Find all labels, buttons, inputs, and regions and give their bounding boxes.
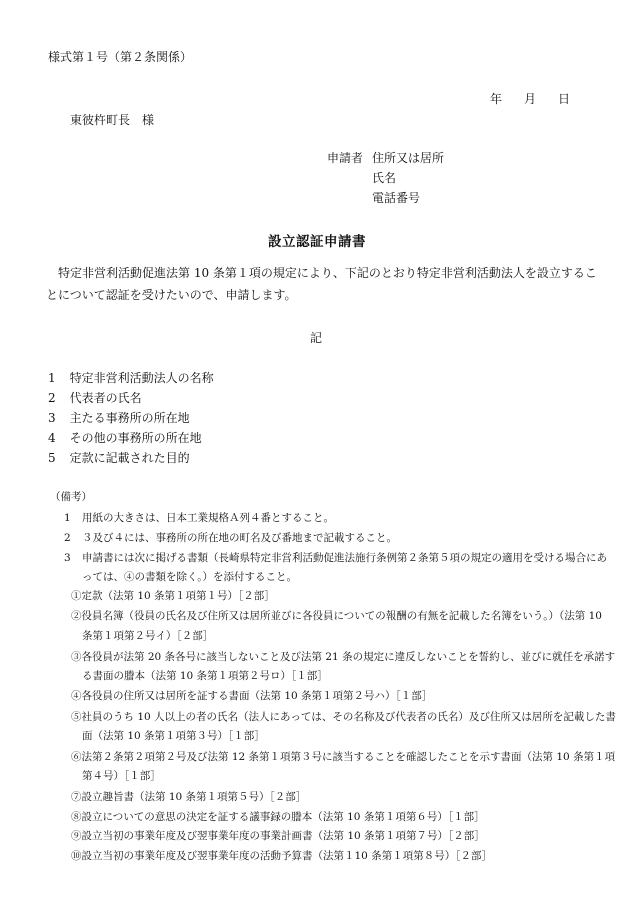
form-number: 様式第１号（第２条関係） xyxy=(48,50,193,64)
item-text: その他の事務所の所在地 xyxy=(69,431,202,445)
date-day: 日 xyxy=(558,92,571,106)
doc-item-3-line-1: ③各役員が法第 20 条各号に該当しないこと及び法第 21 条の規定に違反しないことを誓約し、並びに就任を承諾す xyxy=(71,651,616,663)
note-number: 3 xyxy=(64,552,71,564)
doc-item-6-line-2: 第４号）［１部］ xyxy=(82,770,161,782)
doc-item-7: ⑦設立趣旨書（法第 10 条第１項第５号）［２部］ xyxy=(71,791,307,803)
date-month: 月 xyxy=(524,92,537,106)
document-title: 設立認証申請書 xyxy=(268,234,366,250)
applicant-phone: 電話番号 xyxy=(372,191,421,205)
doc-item-10: ⑩設立当初の事業年度及び翌事業年度の活動予算書（法第１10 条第１項第８号）［２部］ xyxy=(71,850,492,862)
item-text: 特定非営利活動法人の名称 xyxy=(69,371,214,385)
note-3-line-1: 申請書には次に掲げる書類（長崎県特定非営利活動促進法施行条例第２条第５項の規定の適用を受ける場合にあ xyxy=(82,552,607,564)
item-number: 4 xyxy=(48,431,56,445)
item-number: 2 xyxy=(48,391,56,405)
notes-header: （備考） xyxy=(50,491,92,503)
addressee: 東彼杵町長 様 xyxy=(70,113,155,127)
date-year: 年 xyxy=(490,92,503,106)
note-2: ３及び４には、事務所の所在地の町名及び番地まで記載すること。 xyxy=(82,532,397,544)
list-item xyxy=(48,391,142,406)
list-item xyxy=(48,451,190,466)
doc-item-9: ⑨設立当初の事業年度及び翌事業年度の事業計画書（法第 10 条第１項第７号）［２部］ xyxy=(71,830,485,842)
body-line-2: とについて認証を受けたいので、申請します。 xyxy=(46,288,297,302)
item-number: 5 xyxy=(48,451,56,465)
item-number: 3 xyxy=(48,411,56,425)
ki-heading: 記 xyxy=(310,331,323,345)
list-item xyxy=(48,411,190,426)
item-text: 代表者の氏名 xyxy=(69,391,142,405)
applicant-label: 申請者 xyxy=(327,151,364,165)
doc-item-5-line-2: 面（法第 10 条第１項第３号）［１部］ xyxy=(82,730,265,742)
note-3-line-2: っては、④の書類を除く。）を添付すること。 xyxy=(82,571,298,583)
list-item xyxy=(48,431,202,446)
doc-item-6-line-1: ⑥法第２条第２項第２号及び法第 12 条第１項第３号に該当することを確認したことを示す書面（法第 10 条第１項 xyxy=(71,751,616,763)
doc-item-5-line-1: ⑤社員のうち 10 人以上の者の氏名（法人にあっては、その名称及び代表者の氏名）及び住所又は居所を記載した書 xyxy=(71,711,616,723)
item-text: 定款に記載された目的 xyxy=(69,451,190,465)
item-text: 主たる事務所の所在地 xyxy=(69,411,190,425)
applicant-address: 住所又は居所 xyxy=(372,151,445,165)
body-line-1: 特定非営利活動促進法第 10 条第１項の規定により、下記のとおり特定非営利活動法人を設立するこ xyxy=(58,266,597,280)
doc-item-4: ④各役員の住所又は居所を証する書面（法第 10 条第１項第２号ハ）［１部］ xyxy=(71,690,433,702)
doc-item-3-line-2: る書面の謄本（法第 10 条第１項第２号ロ）［１部］ xyxy=(82,670,328,682)
applicant-name: 氏名 xyxy=(372,171,397,185)
list-item xyxy=(48,371,214,386)
note-number: 1 xyxy=(64,512,71,524)
doc-item-8: ⑧設立についての意思の決定を証する議事録の謄本（法第 10 条第１項第６号）［１部］ xyxy=(71,811,485,823)
doc-item-1: ①定款（法第 10 条第１項第１号）［２部］ xyxy=(71,590,275,602)
date-line xyxy=(490,92,570,107)
item-number: 1 xyxy=(48,371,56,385)
note-1: 用紙の大きさは、日本工業規格Ａ列４番とすること。 xyxy=(82,512,334,524)
note-number: 2 xyxy=(64,532,71,544)
doc-item-2-line-1: ②役員名簿（役員の氏名及び住所又は居所並びに各役員についての報酬の有無を記載した名簿をいう。）（法第 10 xyxy=(71,610,602,622)
doc-item-2-line-2: 条第１項第２号イ）［２部］ xyxy=(82,630,214,642)
